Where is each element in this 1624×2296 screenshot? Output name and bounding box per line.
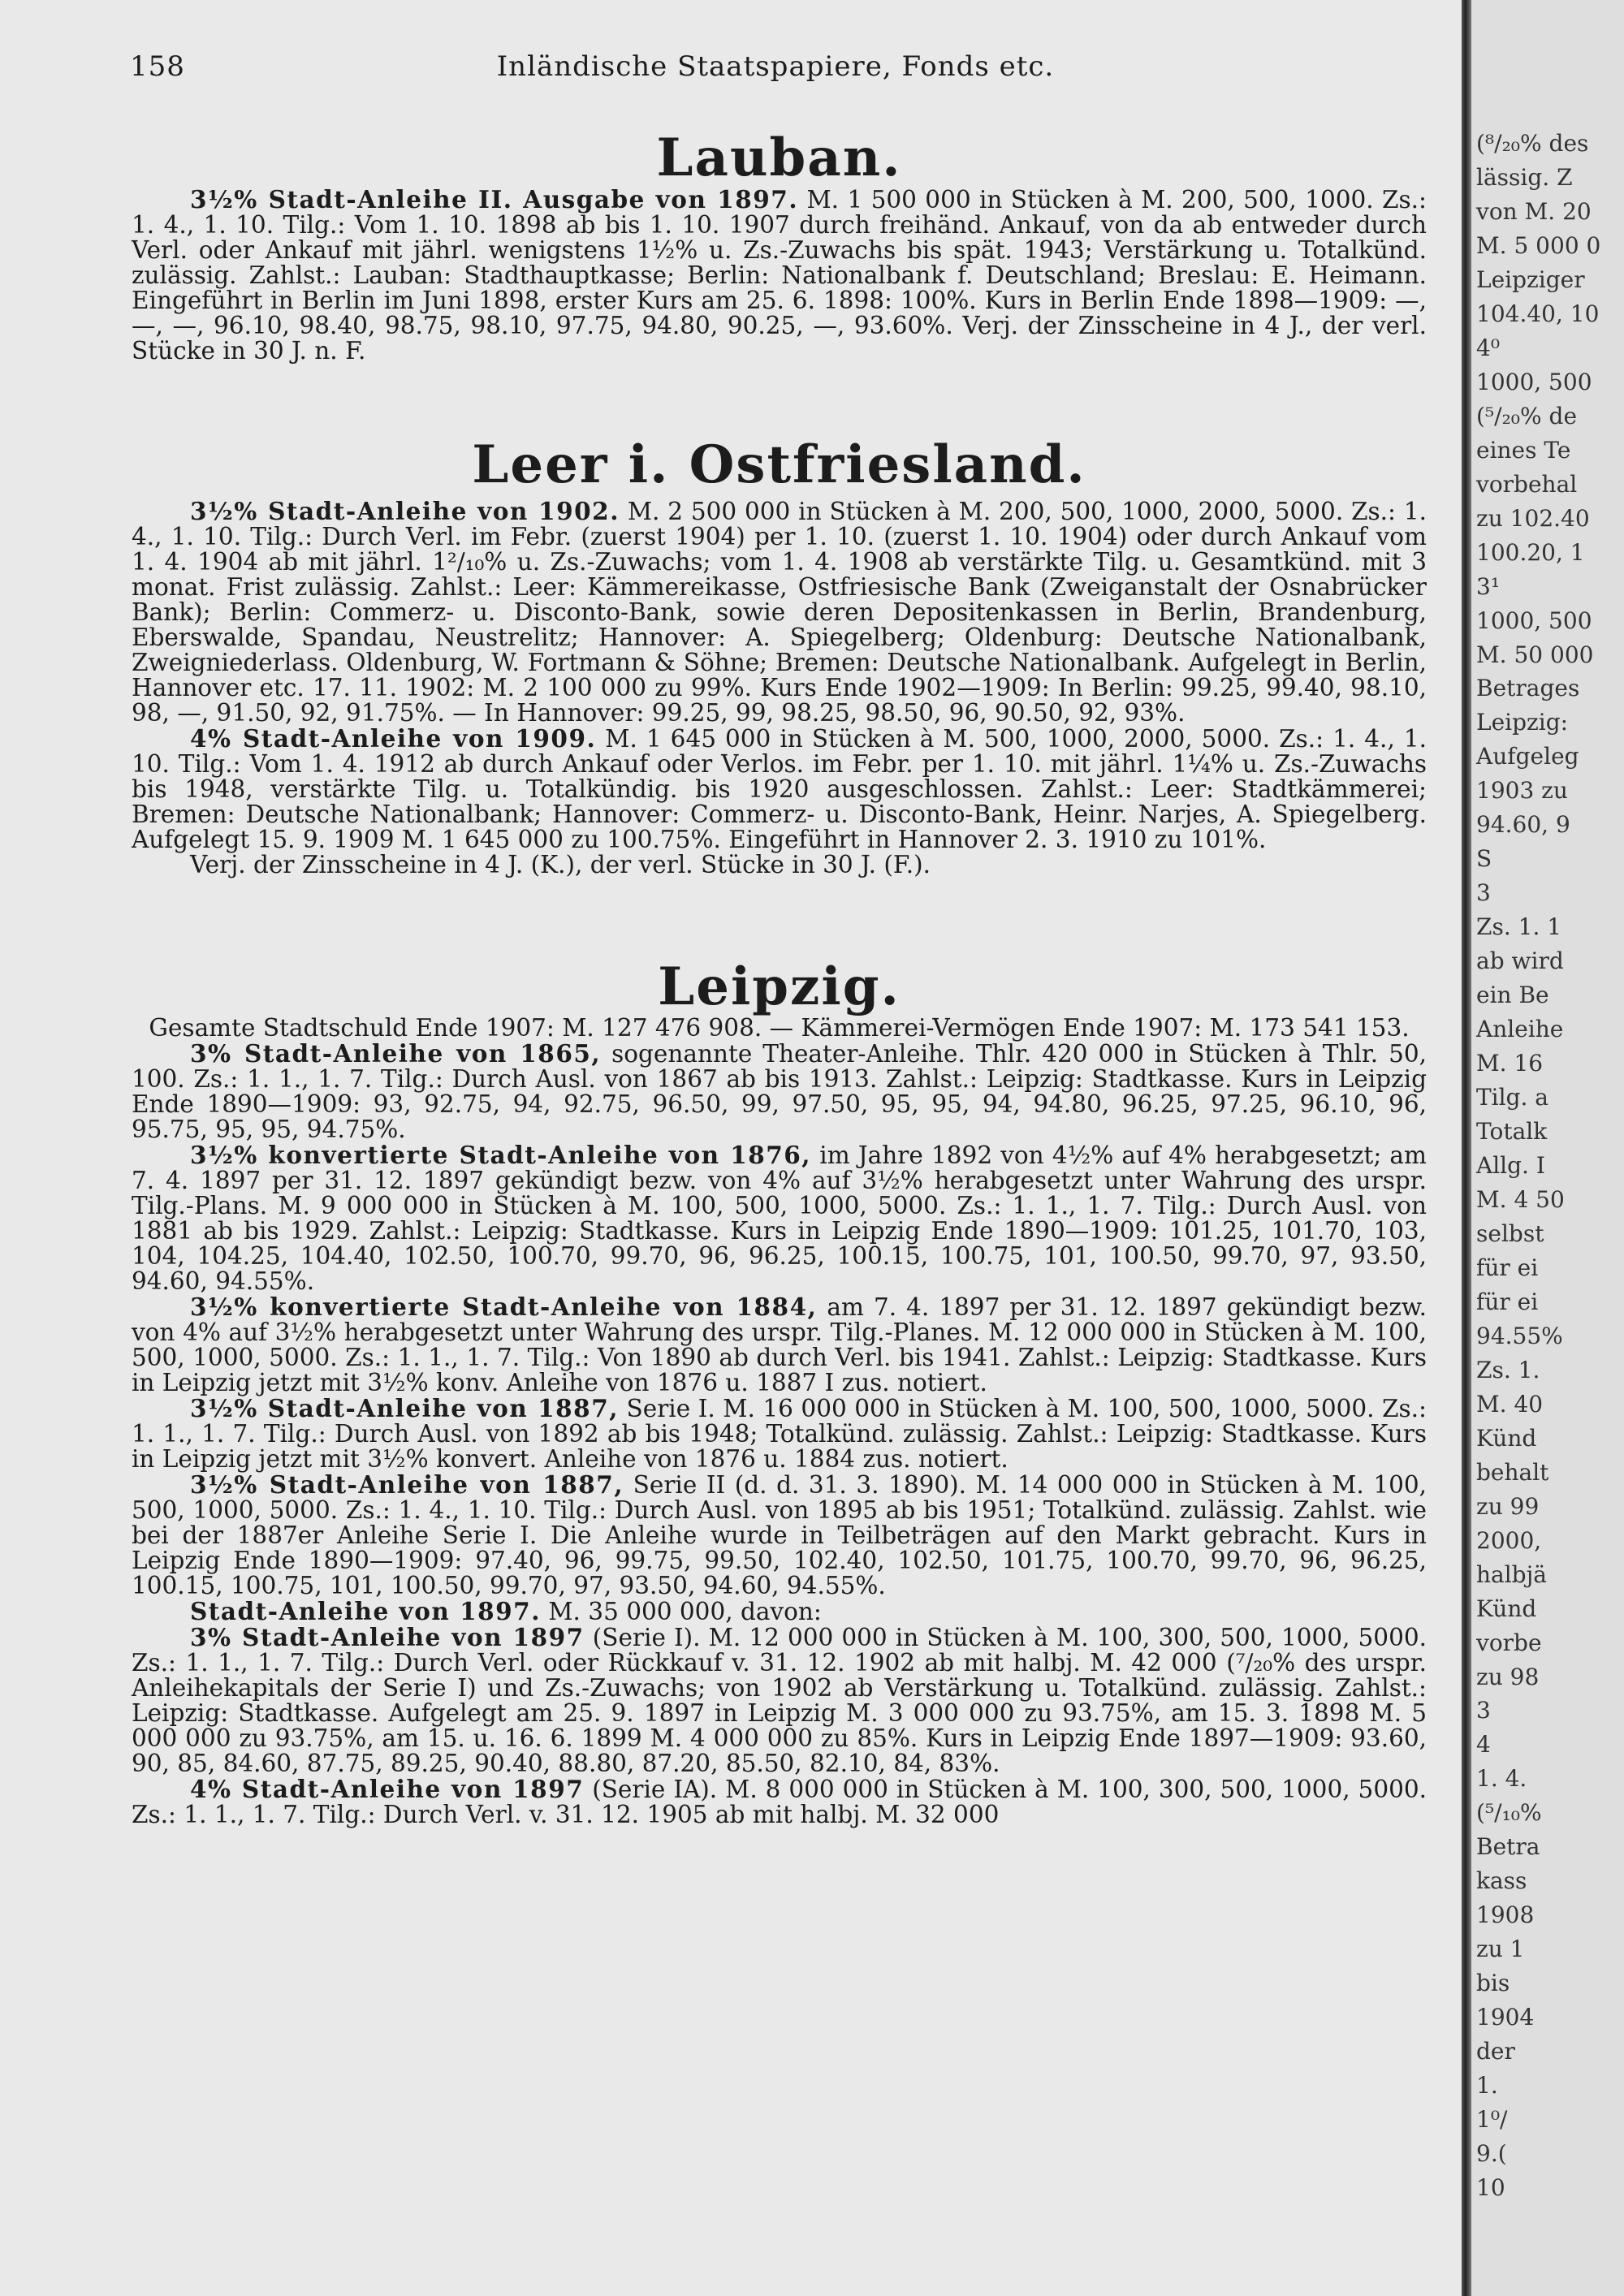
entry-title: 4% Stadt-Anleihe von 1909.	[190, 724, 597, 753]
page-number: 158	[130, 50, 185, 83]
entry-body: (Serie I). M. 12 000 000 in Stücken à M. 100, 300, 500, 1000, 5000. Zs.: 1. 1., 1. 7. Tilg.: Durch Verl. oder Rückkauf v. 31. 12. 1902 ab mit halbj. M. 42 000 (⁷/₂₀% des urspr. Anleihekapitals der Serie I) und Zs.-Zuwachs; von 1902 ab Verstärkung u. Totalkünd. zulässig. Zahlst.: Leipzig: Stadtkasse. Aufgelegt am 25. 9. 1897 in Leipzig M. 3 000 000 zu 93.75%, am 15. 3. 1898 M. 5 000 000 zu 93.75%, am 15. u. 16. 6. 1899 M. 4 000 000 zu 85%. Kurs in Leipzig Ende 1897—1909: 93.60, 90, 85, 84.60, 87.75, 89.25, 90.40, 88.80, 87.20, 85.50, 82.10, 84, 83%.	[132, 1624, 1427, 1777]
adjacent-text-fragment: 4	[1476, 1731, 1491, 1759]
entry-paragraph	[132, 1625, 1427, 1776]
entry-paragraph	[132, 1472, 1427, 1599]
adjacent-text-fragment: (⁸/₂₀% des	[1476, 130, 1589, 157]
entry-title: 3½% Stadt-Anleihe von 1887,	[190, 1470, 624, 1499]
adjacent-text-fragment: 1000, 500	[1476, 368, 1592, 395]
entry-title: 3½% Stadt-Anleihe von 1887,	[190, 1394, 619, 1422]
adjacent-text-fragment: M. 16	[1476, 1050, 1544, 1077]
adjacent-text-fragment: 100.20, 1	[1476, 538, 1585, 566]
adjacent-page-fragment	[1471, 0, 1624, 2296]
entry-paragraph	[132, 1776, 1427, 1828]
adjacent-text-fragment: behalt	[1476, 1458, 1549, 1486]
adjacent-text-fragment: bis	[1476, 1970, 1510, 1997]
adjacent-text-fragment: ein Be	[1476, 982, 1549, 1009]
city-debt-summary: Gesamte Stadtschuld Ende 1907: M. 127 476 908. — Kämmerei-Vermögen Ende 1907: M. 173 541 153.	[149, 1014, 1410, 1042]
adjacent-text-fragment: M. 5 000 0	[1476, 231, 1601, 259]
entry-title: 3% Stadt-Anleihe von 1865,	[190, 1039, 602, 1068]
entry-paragraph	[132, 1142, 1427, 1294]
adjacent-text-fragment: kass	[1476, 1867, 1527, 1895]
adjacent-text-fragment: 104.40, 10	[1476, 300, 1600, 327]
adjacent-text-fragment: 3¹	[1476, 572, 1501, 600]
adjacent-text-fragment: M. 50 000	[1476, 641, 1594, 668]
adjacent-text-fragment: 1⁰/	[1476, 2106, 1508, 2134]
adjacent-text-fragment: zu 98	[1476, 1663, 1540, 1690]
adjacent-text-fragment: halbjä	[1476, 1560, 1547, 1588]
section-heading-leipzig: Leipzig.	[658, 956, 901, 1017]
adjacent-text-fragment: vorbehal	[1476, 470, 1578, 498]
entry-body: M. 1 645 000 in Stücken à M. 500, 1000, 2000, 5000. Zs.: 1. 4., 1. 10. Tilg.: Vom 1. 4. 1912 ab durch Ankauf oder Verlos. im Febr. per 1. 10. mit jährl. 1¼% u. Zs.-Zuwachs bis 1948, verstärkte Tilg. u. Totalkündig. bis 1920 ausgeschlossen. Zahlst.: Leer: Stadtkämmerei; Bremen: Deutsche Nationalbank; Hannover: Commerz- u. Disconto-Bank, Heinr. Narjes, A. Spiegelberg. Aufgelegt 15. 9. 1909 M. 1 645 000 zu 100.75%. Eingeführt in Hannover 2. 3. 1910 zu 101%.	[132, 725, 1427, 853]
adjacent-text-fragment: Allg. I	[1476, 1152, 1545, 1180]
adjacent-text-fragment: 10	[1476, 2174, 1505, 2202]
book-gutter	[1462, 0, 1471, 2296]
adjacent-text-fragment: für ei	[1476, 1254, 1539, 1281]
adjacent-text-fragment: 1000, 500	[1476, 606, 1592, 634]
entry-title: 3½% Stadt-Anleihe von 1902.	[190, 497, 620, 525]
entry-body: sogenannte Theater-Anleihe. Thlr. 420 000 in Stücken à Thlr. 50, 100. Zs.: 1. 1., 1. 7. Tilg.: Durch Ausl. von 1867 ab bis 1913. Zahlst.: Leipzig: Stadtkasse. Kurs in Leipzig Ende 1890—1909: 93, 92.75, 94, 92.75, 96.50, 99, 97.50, 95, 95, 94, 94.80, 96.25, 97.25, 96.10, 96, 95.75, 95, 95, 94.75%.	[132, 1040, 1427, 1143]
entry-paragraph	[132, 187, 1427, 364]
adjacent-text-fragment: Zs. 1. 1	[1476, 913, 1562, 941]
adjacent-text-fragment: von M. 20	[1476, 197, 1592, 225]
adjacent-text-fragment: 1.	[1476, 2072, 1498, 2100]
adjacent-text-fragment: (⁵/₁₀%	[1476, 1799, 1542, 1827]
adjacent-text-fragment: Betra	[1476, 1833, 1540, 1861]
entry-body: Serie I. M. 16 000 000 in Stücken à M. 100, 500, 1000, 5000. Zs.: 1. 1., 1. 7. Tilg.: Durch Ausl. von 1892 ab bis 1948; Totalkünd. zulässig. Zahlst.: Leipzig: Stadtkasse. Kurs in Leipzig jetzt mit 3½% konvert. Anleihe von 1876 u. 1884 zus. notiert.	[132, 1395, 1427, 1473]
entry-title: 3½% Stadt-Anleihe II. Ausgabe von 1897.	[190, 185, 799, 214]
entry-body: am 7. 4. 1897 per 31. 12. 1897 gekündigt bezw. von 4% auf 3½% herabgesetzt unter Wahrung des urspr. Tilg.-Planes. M. 12 000 000 in Stücken à M. 100, 500, 1000, 5000. Zs.: 1. 1., 1. 7. Tilg.: Von 1890 ab durch Verl. bis 1941. Zahlst.: Leipzig: Stadtkasse. Kurs in Leipzig jetzt mit 3½% konv. Anleihe von 1876 u. 1887 I zus. notiert.	[132, 1293, 1427, 1396]
adjacent-text-fragment: der	[1476, 2038, 1515, 2065]
adjacent-text-fragment: Aufgeleg	[1476, 743, 1579, 770]
adjacent-text-fragment: M. 40	[1476, 1390, 1544, 1418]
adjacent-text-fragment: Anleihe	[1476, 1016, 1564, 1043]
entry-title: 4% Stadt-Anleihe von 1897	[190, 1775, 585, 1803]
adjacent-text-fragment: 94.55%	[1476, 1322, 1563, 1349]
section-heading-leer: Leer i. Ostfriesland.	[472, 434, 1086, 495]
adjacent-text-fragment: Künd	[1476, 1595, 1537, 1622]
adjacent-text-fragment: selbst	[1476, 1219, 1544, 1247]
main-column	[132, 122, 1427, 1828]
adjacent-text-fragment: Tilg. a	[1476, 1084, 1549, 1111]
entry-body: (Serie IA). M. 8 000 000 in Stücken à M. 100, 300, 500, 1000, 5000. Zs.: 1. 1., 1. 7. Tilg.: Durch Verl. v. 31. 12. 1905 ab mit halbj. M. 32 000	[132, 1776, 1427, 1828]
entry-title: 3% Stadt-Anleihe von 1897	[190, 1623, 585, 1651]
entry-paragraph	[132, 726, 1427, 852]
adjacent-text-fragment: 2000,	[1476, 1526, 1542, 1554]
adjacent-text-fragment: ab wird	[1476, 947, 1564, 975]
adjacent-text-fragment: zu 99	[1476, 1492, 1540, 1520]
adjacent-text-fragment: 4⁰	[1476, 334, 1501, 361]
adjacent-text-fragment: 3	[1476, 1697, 1491, 1724]
adjacent-text-fragment: (⁵/₂₀% de	[1476, 402, 1578, 429]
entry-body: Serie II (d. d. 31. 3. 1890). M. 14 000 000 in Stücken à M. 100, 500, 1000, 5000. Zs.: 1. 4., 1. 10. Tilg.: Durch Ausl. von 1895 ab bis 1951; Totalkünd. zulässig. Zahlst. wie bei der 1887er Anleihe Serie I. Die Anleihe wurde in Teilbeträgen auf den Markt gebracht. Kurs in Leipzig Ende 1890—1909: 97.40, 96, 99.75, 99.50, 102.40, 102.50, 101.75, 100.70, 99.70, 96, 96.25, 100.15, 100.75, 101, 100.50, 99.70, 97, 93.50, 94.60, 94.55%.	[132, 1471, 1427, 1599]
adjacent-text-fragment: Leipzig:	[1476, 709, 1569, 736]
entry-body: M. 2 500 000 in Stücken à M. 200, 500, 1000, 2000, 5000. Zs.: 1. 4., 1. 10. Tilg.: Durch Verl. im Febr. (zuerst 1904) per 1. 10. (zuerst 1. 10. 1904) oder durch Ankauf vom 1. 4. 1904 ab mit jährl. 1²/₁₀% u. Zs.-Zuwachs; vom 1. 4. 1908 ab verstärkte Tilg. u. Gesamtkünd. mit 3 monat. Frist zulässig. Zahlst.: Leer: Kämmereikasse, Ostfriesische Bank (Zweiganstalt der Osnabrücker Bank); Berlin: Commerz- u. Disconto-Bank, sowie deren Depositenkassen in Berlin, Brandenburg, Eberswalde, Spandau, Neustrelitz; Hannover: A. Spiegelberg; Oldenburg: Deutsche Nationalbank, Zweigniederlass. Oldenburg, W. Fortmann & Söhne; Bremen: Deutsche Nationalbank. Aufgelegt in Berlin, Hannover etc. 17. 11. 1902: M. 2 100 000 zu 99%. Kurs Ende 1902—1909: In Berlin: 99.25, 99.40, 98.10, 98, —, 91.50, 92, 91.75%. — In Hannover: 99.25, 99, 98.25, 98.50, 96, 90.50, 92, 93%.	[132, 498, 1427, 727]
adjacent-text-fragment: Totalk	[1476, 1118, 1548, 1146]
adjacent-text-fragment: lässig. Z	[1476, 163, 1573, 191]
entry-paragraph	[132, 1599, 1427, 1625]
entry-paragraph	[132, 1294, 1427, 1396]
entry-body: M. 1 500 000 in Stücken à M. 200, 500, 1000. Zs.: 1. 4., 1. 10. Tilg.: Vom 1. 10. 1898 ab bis 1. 10. 1907 durch freihänd. Ankauf, von da ab entweder durch Verl. oder Ankauf mit jährl. wenigstens 1½% u. Zs.-Zuwachs bis spät. 1943; Verstärkung u. Totalkünd. zulässig. Zahlst.: Lauban: Stadthauptkasse; Berlin: Nationalbank f. Deutschland; Breslau: E. Heimann. Eingeführt in Berlin im Juni 1898, erster Kurs am 25. 6. 1898: 100%. Kurs in Berlin Ende 1898—1909: —, —, —, 96.10, 98.40, 98.75, 98.10, 97.75, 94.80, 90.25, —, 93.60%. Verj. der Zinsscheine in 4 J., der verl. Stücke in 30 J. n. F.	[132, 186, 1427, 365]
adjacent-text-fragment: vorbe	[1476, 1629, 1542, 1656]
adjacent-text-fragment: 1903 zu	[1476, 777, 1568, 805]
section-heading-lauban: Lauban.	[656, 127, 902, 188]
adjacent-text-fragment: zu 1	[1476, 1936, 1525, 1963]
adjacent-text-fragment: 94.60, 9	[1476, 811, 1570, 839]
entry-title: 3½% konvertierte Stadt-Anleihe von 1884,	[190, 1293, 818, 1321]
adjacent-text-fragment: S	[1476, 845, 1492, 873]
verjaehrung-note: Verj. der Zinsscheine in 4 J. (K.), der verl. Stücke in 30 J. (F.).	[190, 851, 931, 878]
entry-body: im Jahre 1892 von 4½% auf 4% herabgesetzt; am 7. 4. 1897 per 31. 12. 1897 gekündigt bezw. von 4% auf 3½% herabgesetzt unter Wahrung des urspr. Tilg.-Plans. M. 9 000 000 in Stücken à M. 100, 500, 1000, 5000. Zs.: 1. 1., 1. 7. Tilg.: Durch Ausl. von 1881 ab bis 1929. Zahlst.: Leipzig: Stadtkasse. Kurs in Leipzig Ende 1890—1909: 101.25, 101.70, 103, 104, 104.25, 104.40, 102.50, 100.70, 99.70, 96, 96.25, 100.15, 100.75, 101, 100.50, 99.70, 97, 93.50, 94.60, 94.55%.	[132, 1142, 1427, 1295]
entry-paragraph	[132, 1041, 1427, 1142]
adjacent-text-fragment: 1908	[1476, 1901, 1535, 1929]
adjacent-text-fragment: Betrages	[1476, 675, 1580, 702]
entry-paragraph	[132, 498, 1427, 726]
adjacent-text-fragment: Zs. 1.	[1476, 1356, 1540, 1383]
adjacent-text-fragment: zu 102.40	[1476, 504, 1590, 532]
adjacent-text-fragment: 1904	[1476, 2004, 1535, 2031]
adjacent-text-fragment: 9.(	[1476, 2140, 1507, 2168]
adjacent-text-fragment: 1. 4.	[1476, 1765, 1527, 1793]
entry-title: Stadt-Anleihe von 1897.	[190, 1597, 541, 1625]
entry-paragraph	[132, 1396, 1427, 1472]
adjacent-text-fragment: Künd	[1476, 1424, 1537, 1452]
adjacent-text-fragment: eines Te	[1476, 436, 1571, 464]
adjacent-text-fragment: M. 4 50	[1476, 1185, 1565, 1213]
entry-body: M. 35 000 000, davon:	[540, 1598, 822, 1625]
running-title: Inländische Staatspapiere, Fonds etc.	[496, 50, 1055, 83]
entry-title: 3½% konvertierte Stadt-Anleihe von 1876,	[190, 1141, 812, 1169]
adjacent-text-fragment: für ei	[1476, 1288, 1539, 1315]
adjacent-text-fragment: 3	[1476, 879, 1491, 907]
adjacent-text-fragment: Leipziger	[1476, 265, 1585, 293]
